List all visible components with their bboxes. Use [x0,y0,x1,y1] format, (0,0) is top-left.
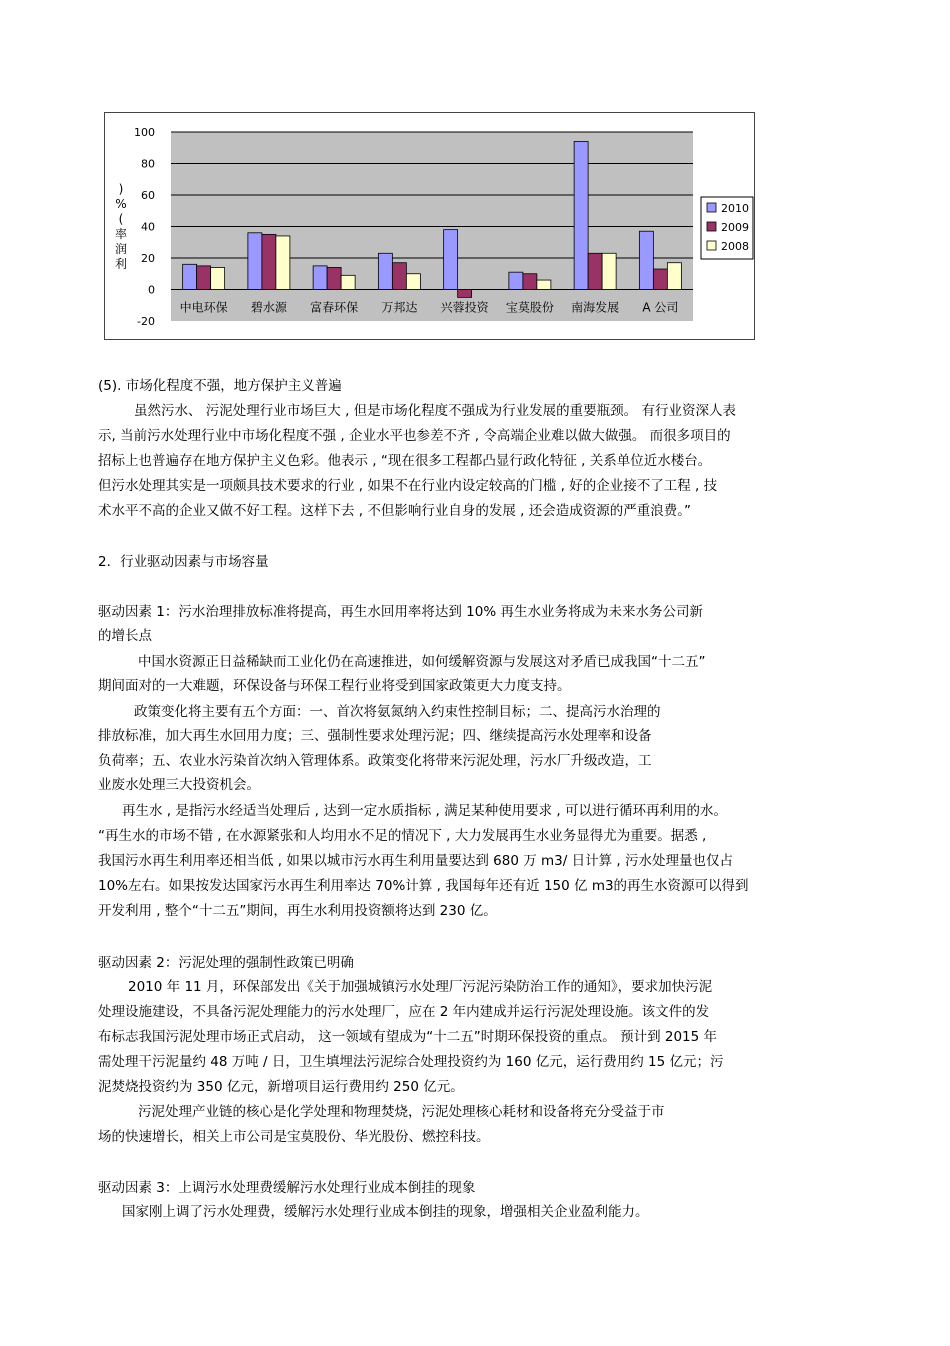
section-heading-5: (5). 市场化程度不强，地方保护主义普遍 [98,378,342,394]
paragraph-line: 再生水 , 是指污水经适当处理后 , 达到一定水质指标 , 满足某种使用要求 , 可以进行循环再利用的水。 [122,803,727,819]
paragraph-line: 虽然污水、 污泥处理行业市场巨大 , 但是市场化程度不强成为行业发展的重要瓶颈。 有行业资深人表 [134,403,736,419]
bar-2010 [444,230,458,290]
y-tick-label: 40 [141,220,155,234]
legend-label: 2010 [721,202,749,215]
y-axis-label-char: 率 [114,227,128,241]
x-category-label: 碧水源 [250,300,287,315]
y-tick-label: 0 [148,283,155,297]
y-tick-label: 100 [134,126,155,139]
driver-1-heading-cont: 的增长点 [98,628,152,644]
x-category-label: 万邦达 [381,300,418,315]
legend-swatch-2009 [707,222,716,231]
bar-2010 [378,253,392,289]
paragraph-line: 场的快速增长，相关上市公司是宝莫股份、华光股份、燃控科技。 [98,1129,490,1145]
bar-2009 [327,267,341,289]
paragraph-line: 布标志我国污泥处理市场正式启动， 这一领域有望成为“十二五”时期环保投资的重点。 预计到 2015 年 [98,1029,718,1045]
bar-2010 [639,231,653,289]
section-heading-2: 2．行业驱动因素与市场容量 [98,554,269,570]
paragraph-line: 10%左右。如果按发达国家污水再生利用率达 70%计算 , 我国每年还有近 150 亿 m3的再生水资源可以得到 [98,878,749,894]
bar-2009 [197,266,211,290]
x-category-label: 富春环保 [310,300,359,315]
legend-swatch-2010 [707,203,716,212]
paragraph-line: 开发利用 , 整个“十二五”期间，再生水利用投资额将达到 230 亿。 [98,903,497,919]
legend-swatch-2008 [707,241,716,250]
paragraph-line: 我国污水再生利用率还相当低 , 如果以城市污水再生利用量要达到 680 万 m3/ 日计算 , 污水处理量也仅占 [98,853,733,869]
legend-label: 2008 [721,240,749,253]
paragraph-line: 排放标准，加大再生水回用力度；三、强制性要求处理污泥；四、继续提高污水处理率和设备 [98,728,652,744]
x-category-label: 宝莫股份 [505,300,554,315]
bar-2008 [211,267,225,289]
paragraph-line: 污泥处理产业链的核心是化学处理和物理焚烧，污泥处理核心耗材和设备将充分受益于市 [138,1104,665,1120]
y-tick-label: 80 [141,157,155,171]
bar-2008 [667,263,681,290]
paragraph-line: 业废水处理三大投资机会。 [98,777,260,793]
bar-2009 [523,274,537,290]
x-category-label: A 公司 [642,300,679,315]
driver-1-heading: 驱动因素 1：污水治理排放标准将提高，再生水回用率将达到 10% 再生水业务将成为未来水务公司新 [98,604,703,620]
y-axis-label-char: 利 [114,257,128,271]
legend-label: 2009 [721,221,749,234]
bar-2010 [183,264,197,289]
x-category-label: 中电环保 [179,300,228,315]
y-tick-label: -20 [137,315,155,328]
bar-2008 [341,275,355,289]
y-tick-label: 60 [141,189,155,202]
bar-2010 [574,141,588,289]
y-tick-label: 20 [141,252,155,265]
bar-2009 [262,234,276,289]
paragraph-line: 泥焚烧投资约为 350 亿元，新增项目运行费用约 250 亿元。 [98,1079,464,1095]
bar-2009 [588,253,602,289]
y-axis-label-char: ) [118,182,124,196]
paragraph-line: 但污水处理其实是一项颇具技术要求的行业 , 如果不在行业内设定较高的门槛 , 好的企业接不了工程 , 技 [98,478,718,494]
bar-2008 [537,280,551,289]
bar-2010 [509,272,523,289]
paragraph-line: 需处理干污泥量约 48 万吨 / 日，卫生填埋法污泥综合处理投资约为 160 亿元，运行费用约 15 亿元；污 [98,1054,724,1070]
paragraph-line: 示, 当前污水处理行业中市场化程度不强 , 企业水平也参差不齐 , 令高端企业难以做大做强。 而很多项目的 [98,428,731,444]
x-category-label: 兴蓉投资 [440,300,489,315]
paragraph-line: 政策变化将主要有五个方面：一、首次将氨氮纳入约束性控制目标；二、提高污水治理的 [134,704,661,720]
y-axis-label-char: ( [118,212,124,226]
profit-rate-chart [104,112,755,340]
bar-2008 [406,274,420,290]
driver-3-heading: 驱动因素 3：上调污水处理费缓解污水处理行业成本倒挂的现象 [98,1180,476,1196]
paragraph-line: 中国水资源正日益稀缺而工业化仍在高速推进，如何缓解资源与发展这对矛盾已成我国“十二五” [138,654,706,670]
chart-canvas [105,113,754,339]
bar-2009 [458,290,472,298]
paragraph-line: “再生水的市场不错 , 在水源紧张和人均用水不足的情况下 , 大力发展再生水业务显得尤为重要。据悉 , [98,828,707,844]
paragraph-line: 2010 年 11 月，环保部发出《关于加强城镇污水处理厂污泥污染防治工作的通知》，要求加快污泥 [128,979,713,995]
bar-2010 [313,266,327,290]
paragraph-line: 术水平不高的企业又做不好工程。这样下去 , 不但影响行业自身的发展 , 还会造成资源的严重浪费。” [98,503,691,519]
y-axis-label-char: % [115,197,127,211]
paragraph-line: 招标上也普遍存在地方保护主义色彩。他表示 , “现在很多工程都凸显行政化特征 , 关系单位近水楼台。 [98,453,712,469]
y-axis-label-char: 润 [114,242,128,256]
bar-2009 [653,269,667,289]
bar-2010 [248,233,262,290]
paragraph-line: 负荷率；五、农业水污染首次纳入管理体系。政策变化将带来污泥处理，污水厂升级改造，工 [98,753,652,769]
driver-2-heading: 驱动因素 2：污泥处理的强制性政策已明确 [98,955,354,971]
bar-2008 [276,236,290,290]
bar-2009 [392,263,406,290]
paragraph-line: 国家刚上调了污水处理费，缓解污水处理行业成本倒挂的现象，增强相关企业盈利能力。 [122,1204,649,1220]
paragraph-line: 期间面对的一大难题，环保设备与环保工程行业将受到国家政策更大力度支持。 [98,678,571,694]
paragraph-line: 处理设施建设，不具备污泥处理能力的污水处理厂，应在 2 年内建成并运行污泥处理设施。该文件的发 [98,1004,710,1020]
bar-2008 [602,253,616,289]
x-category-label: 南海发展 [571,300,620,315]
